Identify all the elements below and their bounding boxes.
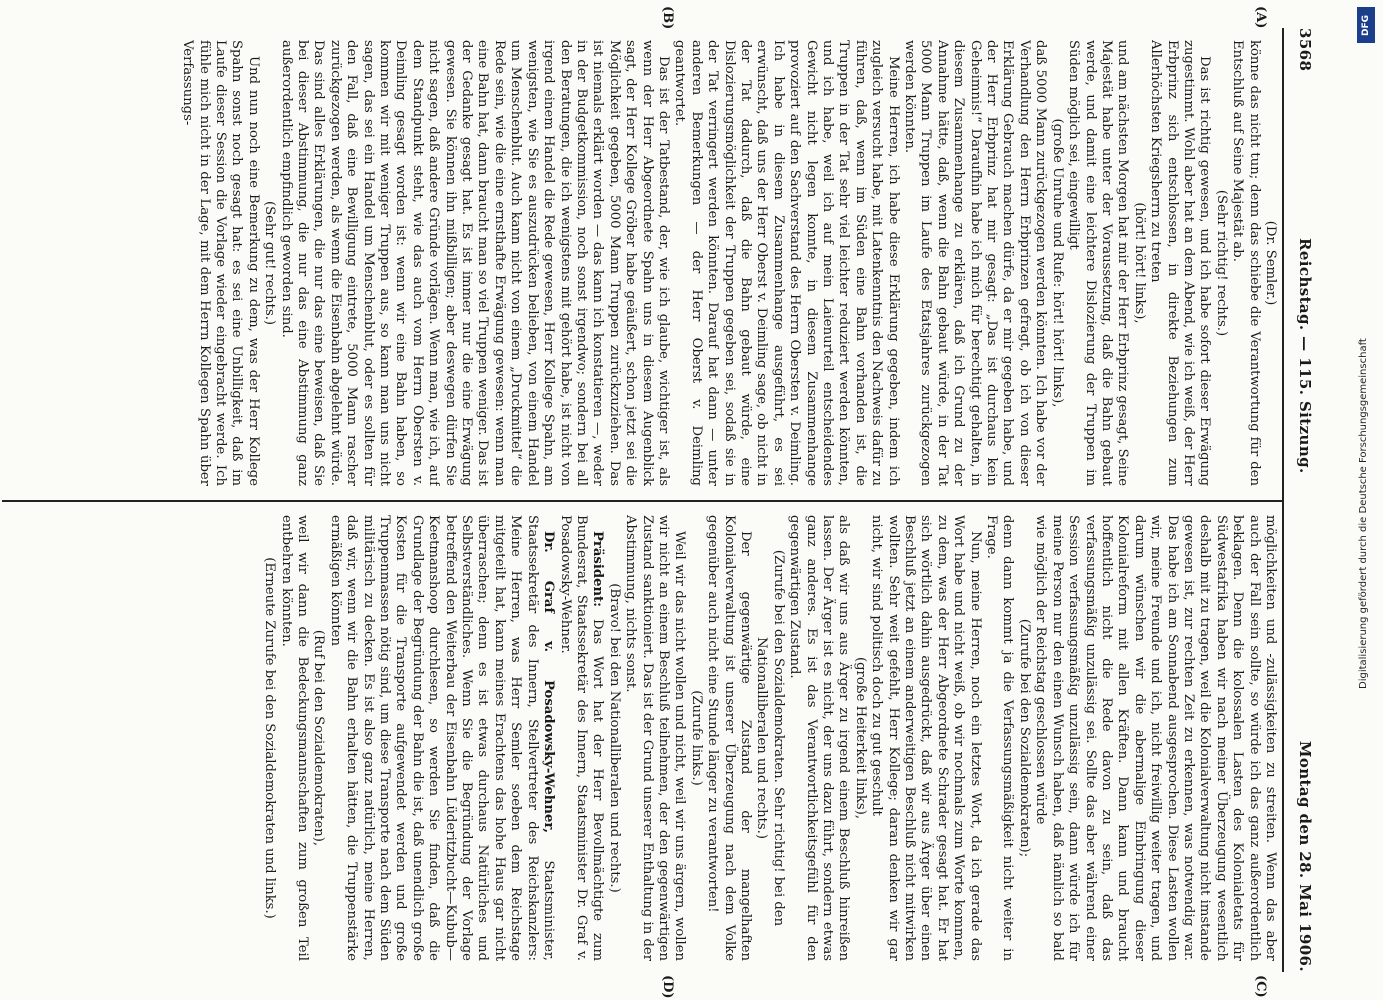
paragraph: denn dann kommt ja die Verfassungsmäßigkeit nicht weiter in Frage.: [984, 515, 1016, 961]
paragraph: Und nun noch eine Bemerkung zu dem, was der Herr Kollege Spahn sonst noch gesagt hat: es sei eine Unbilligkeit, daß im Laufe dieser Session die Vorlage wieder eingebracht werde. Ich fühle mich nicht in der Lage, mit dem Herrn Kollegen Spahn über Verfassungs-: [180, 40, 261, 486]
interjection: (Sehr richtig! rechts.): [1213, 189, 1229, 337]
right-column: [6, 515, 1278, 961]
paragraph: Meine Herren, ich habe diese Erklärung gegeben, indem ich zugleich versucht habe, mit Latenkenntnis den Nachweis dafür zu führen, daß, wenn im Süden eine Bahn vorhanden ist, die Truppen in der Tat sehr viel leichter reduziert werden könnten, und ich habe, weil ich auf mein Laienurteil entscheidendes Gewicht nicht legen konnte, in diesem Zusammenhange provoziert auf den Sachverstand des Herrn Obersten v. Deimling. Ich habe in diesem Zusammenhange ausgeführt, es sei erwünscht, daß uns der Herr Oberst v. Deimling sage, ob nicht in der Tat dadurch, daß die Bahn gebaut würde, eine Dislozierungsmöglichkeit der Truppen gegeben sei, sodaß sie in der Tat verringert werden könnten. Darauf hat dann — unter anderen Bemerkungen — der Herr Oberst v. Deimling geantwortet.: [672, 40, 901, 486]
interjection: (hört! hört! links),: [1131, 202, 1147, 324]
margin-marker-c: (C): [1253, 975, 1268, 998]
paragraph: Nun, meine Herren, noch ein letztes Wort, da ich gerade das Wort habe und nicht weiß, ob wir nochmals zum Worte kommen, zu dem, was der Herr Abgeordnete Schrader gesagt hat. Er hat sich wörtlich dahin ausgedrückt, daß wir aus Ärger über einen Beschluß jetzt an einem anderweitigen Beschluß nicht mitwirken wollten. Sehr weit gefehlt, Herr Kollege; daran denken wir gar nicht, wir sind politisch doch zu gut geschult: [869, 515, 983, 961]
speaker-name: Präsident:: [590, 531, 606, 608]
interjection: (Erneute Zurufe bei den Sozialdemokraten und links.): [262, 557, 278, 919]
paragraph: Das ist der Tatbestand, der, wie ich glaube, wichtiger ist, als wenn der Herr Abgeordnete Spahn uns in diesem Augenblick sagt, der Herr Kollege Gröber habe geäußert, schon jetzt sei die Möglichkeit gegeben, 5000 Mann Truppen zurückzuziehen. Das ist niemals erklärt worden — das kann ich konstatieren —, weder in der Budgetkommission, noch sonst irgendwo; sondern bei all den Beratungen, die ich wenigstens mit gehört habe, ist nicht von irgend einem Handel die Rede gewesen, Herr Kollege Spahn, am wenigsten, wie Sie es auszudrücken belieben, von einem Handel um Menschenblut. Auch kann nicht von einem „Druckmittel“ die Rede sein, wie die eine ernsthafte Erwägung gewesen: wenn man eine Bahn hat, dann braucht man so viel Truppen weniger. Das ist der Gedanke gesagt hat. Es ist immer nur die eine Erwägung gewesen. Sie können ihn mißbilligen; aber deswegen dürfen Sie nicht sagen, daß andere Gründe vorlägen. Wenn man, wie ich, auf dem Standpunkt steht, wie das auch vom Herrn Obersten v. Deimling gesagt worden ist: wenn wir eine Bahn haben, so kommen wir mit weniger Truppen aus, so kann man uns nicht sagen, das sei ein Handel um Menschenblut, oder es sollten für den Fall, daß eine Bewilligung eintrete, 5000 Mann rascher zurückgezogen werden, als wenn die Eisenbahn abgelehnt würde. Das sind alles Erklärungen, die nur das eine beweisen, daß Sie bei dieser Abstimmung, die nur das eine Abstimmung ganz außerordentlich empfindlich geworden sind.: [278, 40, 671, 486]
margin-marker-a: (A): [1253, 6, 1268, 29]
interjection: (Sehr gut! rechts.): [262, 200, 278, 326]
speaker-name: Dr. Graf v. Posadowsky-Wehner,: [541, 531, 557, 833]
paragraph: Weil wir das nicht wollen und nicht, weil wir uns ärgern, wollen wir nicht an einem Beschluß teilnehmen, der den gegenwärtigen Zustand sanktioniert. Das ist der Grund unserer Enthaltung in der Abstimmung, nichts sonst.: [623, 515, 688, 961]
credit-text: Digitalisierung gefördert durch die Deutsche Forschungsgemeinschaft: [1358, 338, 1369, 689]
session-date: Montag den 28. Mai 1906.: [1296, 740, 1314, 972]
interjection: (Zurufe links.): [688, 690, 704, 786]
dfg-logo: DFG: [1357, 7, 1375, 43]
page-header: [1286, 28, 1322, 972]
paragraph: Das ist richtig gewesen, und ich habe sofort dieser Erwägung zugestimmt. Wohl aber hat an dem Abend, wie ich weiß, der Herr Erbprinz sich entschlossen, in direkte Beziehungen zum Allerhöchsten Kriegsherrn zu treten: [1148, 40, 1213, 486]
paragraph: möglichkeiten und -zulässigkeiten zu streiten. Wenn das aber auch der Fall sein sollte, so würde ich das ganz außerordentlich beklagen. Denn die kolossalen Lasten des Kolonialetats für Südwestafrika haben wir nach meiner Überzeugung wesentlich deshalb mit zu tragen, weil die Kolonialverwaltung nicht imstande gewesen ist, zur rechten Zeit zu erkennen, was notwendig war. Das habe ich am Sonnabend ausgesprochen. Diese Lasten wollen wir, meine Freunde und ich, nicht freiwillig weiter tragen, und darum wünschen wir die abermalige Einbringung dieser Kolonialreform mit allen Kräften. Dann kann und braucht hoffentlich nicht die Rede davon zu sein, daß das verfassungsmäßig unzulässig sei. Sollte das aber während einer Session verfassungsmäßig unzulässig sein, dann würde ich für meine Person nur den einen Wunsch haben, daß nämlich so bald wie möglich der Reichstag geschlossen würde: [1033, 515, 1278, 961]
paragraph: und am nächsten Morgen hat mir der Herr Erbprinz gesagt, Seine Majestät habe unter der Voraussetzung, daß die Bahn gebaut werde, und damit eine leichtere Dislozierung der Truppen im Süden möglich sei, eingewilligt: [1066, 40, 1131, 486]
column-divider: [2, 500, 1282, 502]
session-title: Reichstag. — 115. Sitzung.: [1296, 238, 1314, 474]
header-rule: [1282, 28, 1284, 972]
speaker-note: (Dr. Semler.): [1263, 220, 1278, 306]
paragraph: weil wir dann die Bedeckungsmannschaften zum großen Teil entbehren könnten.: [278, 515, 311, 961]
digitization-credit: [1356, 5, 1376, 995]
paragraph-text: Staatsminister, Staatssekretär des Innern, Stellvertreter des Reichskanzlers: Meine Herren, was Herr Semler soeben dem Reichstage mitgeteilt hat, kann meines Erachtens das hohe Haus gar nicht überraschen; denn es ist etwas durchaus Natürliches und Selbstverständliches. Wenn Sie die Begründung der Vorlage betreffend den Weiterbau der Eisenbahn Lüderitzbucht—Kubub—Keetmanshoop durchlesen, so werden Sie finden, daß die Grundlage der Begründung der Bahn die ist, daß unendlich große Kosten für die Transporte aufgewendet werden und große Truppenmassen nötig sind, um diese Transporte nach dem Süden militärisch zu decken. Es ist also ganz natürlich, meine Herren, daß wir, wenn wir die Bahn erhalten hätten, die Truppenstärke ermäßigen könnten: [327, 515, 557, 961]
paragraph: als daß wir uns aus Ärger zu irgend einem Beschluß hinreißen lassen. Der Ärger ist es nicht, der uns dazu führt, sondern etwas ganz anderes. Es ist das Verantwortlichkeitsgefühl für den gegenwärtigen Zustand.: [787, 515, 852, 961]
margin-marker-d: (D): [660, 975, 675, 999]
page-number: 3568: [1296, 28, 1314, 72]
paragraph: könne das nicht tun; denn das schiebe die Verantwortung für den Entschluß auf Seine Majestät ab.: [1230, 40, 1262, 486]
interjection: (Zurufe bei den Sozialdemokraten. Sehr richtig! bei den Nationalliberalen und rechts.): [754, 549, 786, 927]
paragraph: [326, 515, 556, 961]
interjection: (Ruf bei den Sozialdemokraten),: [311, 629, 327, 847]
margin-marker-b: (B): [660, 6, 675, 30]
paragraph-text: Das Wort hat der Herr Bevollmächtigte zum Bundesrat, Staatssekretär des Innern, Staatsminister Dr. Graf v. Posadowsky-Wehner.: [557, 515, 606, 961]
paragraph: daß 5000 Mann zurückgezogen werden könnten. Ich habe vor der Verhandlung den Herrn Erbprinzen gefragt, ob ich von dieser Erklärung Gebrauch machen dürfe, da er mir gegeben habe, und der Herr Erbprinz hat mir gesagt: „Das ist durchaus kein Geheimnis!“ Daraufhin habe ich mich für berechtigt gehalten, in diesem Zusammenhange zu erklären, daß ich Grund zu der Annahme hätte, daß, wenn die Bahn gebaut würde, in der Tat 5000 Mann Truppen im Laufe des Etatsjahres zurückgezogen werden könnten.: [902, 40, 1049, 486]
paragraph: [556, 515, 605, 961]
interjection: (große Heiterkeit links),: [852, 656, 868, 820]
left-column: [6, 40, 1278, 486]
interjection: (Bravo! bei den Nationalliberalen und rechts.): [606, 583, 622, 893]
interjection: (große Unruhe und Rufe: hört! hört! links),: [1049, 118, 1065, 408]
interjection: (Zurufe bei den Sozialdemokraten);: [1016, 618, 1032, 858]
paragraph: Der gegenwärtige Zustand der mangelhaften Kolonialverwaltung ist unserer Überzeugung nach dem Volke gegenüber auch nicht eine Stunde länger zu verantworten!: [705, 515, 753, 961]
